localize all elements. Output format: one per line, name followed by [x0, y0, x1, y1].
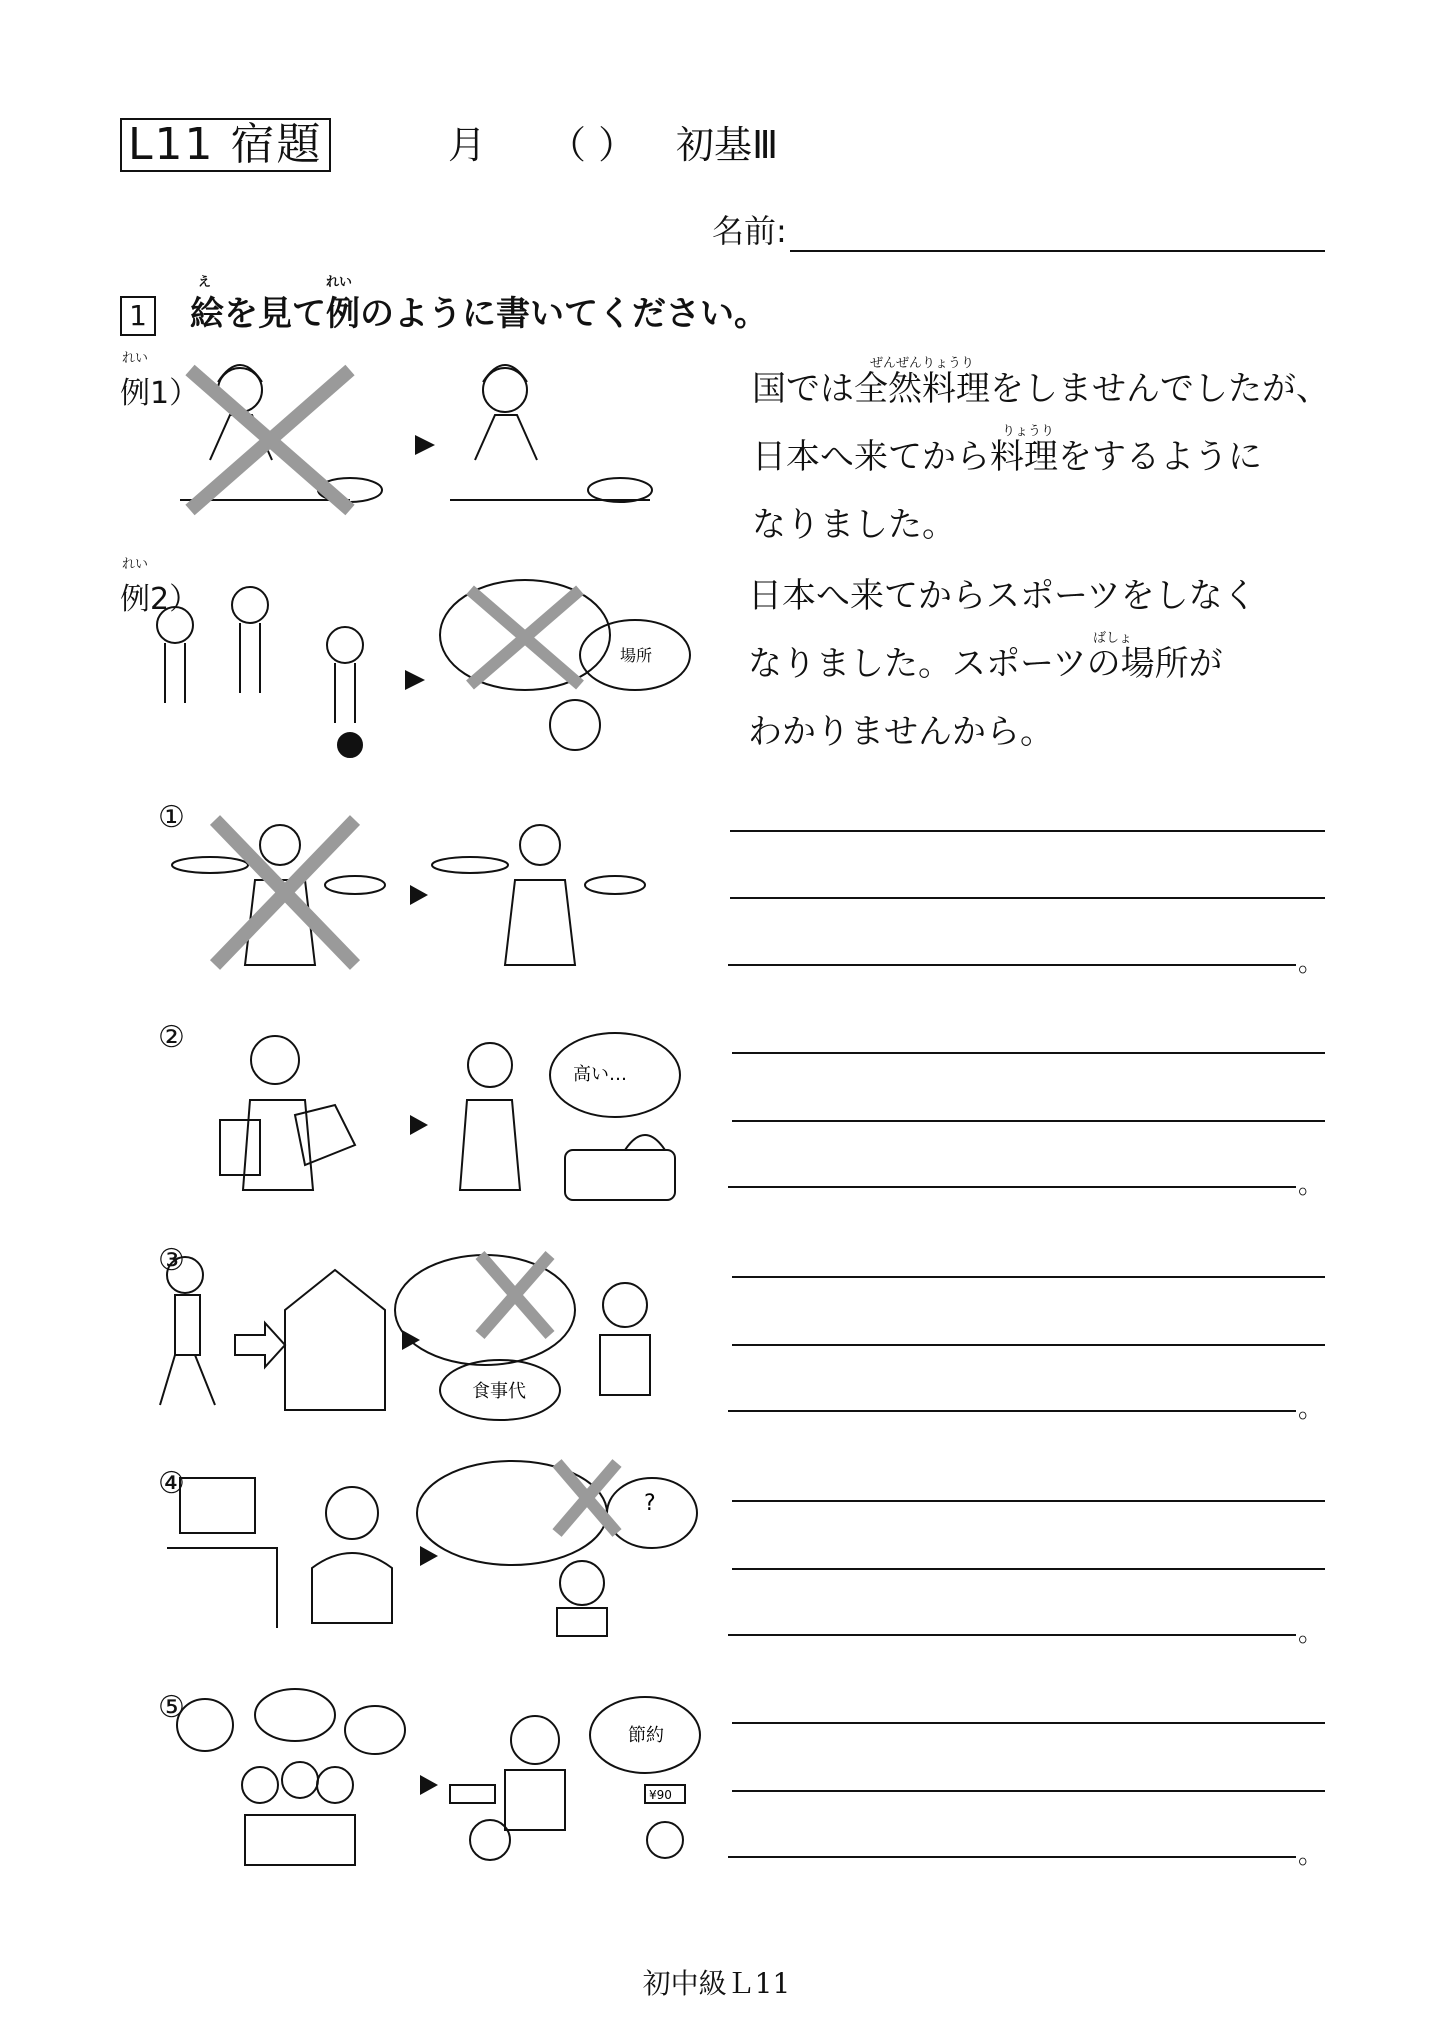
arrow-icon: [405, 670, 425, 690]
item5-price-tag: ¥90: [649, 1788, 672, 1802]
example2-text: [748, 562, 1348, 766]
arrow-icon: [410, 1115, 428, 1135]
item4-answer-line1[interactable]: [732, 1500, 1325, 1502]
example2-cross: [470, 590, 580, 685]
level-label: 初基Ⅲ: [676, 123, 779, 167]
item2-bubble-text: 高い…: [573, 1064, 627, 1085]
item2-answer-line2[interactable]: [732, 1120, 1325, 1122]
item2-period: 。: [1298, 1170, 1325, 1200]
arrow-icon: [410, 885, 428, 905]
item5-period: 。: [1298, 1840, 1325, 1870]
item4-period: 。: [1298, 1618, 1325, 1648]
example1-illustration: [170, 350, 690, 520]
item4-answer-line2[interactable]: [732, 1568, 1325, 1570]
arrow-icon: [420, 1546, 438, 1566]
item4-cross: [557, 1463, 617, 1533]
example1-ruby: れい: [122, 351, 149, 366]
item3-answer-line1[interactable]: [732, 1276, 1325, 1278]
item1-answer-line3[interactable]: [728, 964, 1296, 966]
example1-ruby-zenzen: ぜんぜんりょうり: [870, 356, 975, 371]
arrow-icon: [415, 435, 435, 455]
month-label: 月: [448, 123, 487, 167]
item4-answer-line3[interactable]: [728, 1634, 1296, 1636]
item1-cross: [215, 820, 355, 965]
example1-line2: 日本へ来てから料理をするように: [752, 437, 1262, 477]
item1-answer-line2[interactable]: [730, 897, 1325, 899]
name-input-line[interactable]: [790, 250, 1325, 252]
example2-illustration: [135, 575, 715, 770]
homework-title: L11 宿題: [120, 118, 331, 172]
item3-answer-line3[interactable]: [728, 1410, 1296, 1412]
item3-illustration: [140, 1235, 700, 1430]
example2-line1: 日本へ来てからスポーツをしなく: [748, 576, 1257, 616]
example1-ruby-ryouri: りょうり: [1002, 424, 1055, 439]
item1-illustration: [170, 805, 670, 975]
item2-number: ②: [158, 1020, 185, 1055]
item4-illustration: [162, 1458, 702, 1638]
item5-illustration: [165, 1685, 705, 1875]
item3-period: 。: [1298, 1394, 1325, 1424]
item2-answer-line3[interactable]: [728, 1186, 1296, 1188]
example1-text: [752, 355, 1352, 559]
example1-line1: 国では全然料理をしませんでしたが、: [752, 369, 1330, 409]
item5-bubble-text: 節約: [628, 1725, 664, 1746]
item3-number: ③: [158, 1243, 185, 1278]
page-footer: 初中級Ｌ11: [642, 1967, 791, 2000]
instruction: [190, 275, 768, 336]
example2-ruby-basho: ばしょ: [1093, 631, 1133, 646]
instruction-text: 絵を見て例のように書いてください。: [190, 294, 768, 334]
item5-answer-line2[interactable]: [732, 1790, 1325, 1792]
item3-answer-line2[interactable]: [732, 1344, 1325, 1346]
ruby-rei: れい: [326, 275, 353, 290]
item5-answer-line1[interactable]: [732, 1722, 1325, 1724]
item1-period: 。: [1298, 948, 1325, 978]
example2-line3: わかりませんから。: [748, 712, 1054, 752]
item2-illustration: [205, 1020, 685, 1210]
ruby-e: え: [198, 275, 212, 290]
example1-label: 例1）: [120, 376, 200, 411]
example2-ruby: れい: [122, 557, 149, 572]
example1-cross: [190, 370, 350, 510]
item1-number: ①: [158, 800, 185, 835]
item5-number: ⑤: [158, 1690, 185, 1725]
arrow-icon: [420, 1775, 438, 1795]
example2-label: 例2）: [120, 582, 200, 617]
item2-answer-line1[interactable]: [732, 1052, 1325, 1054]
example1-line3: なりました。: [752, 505, 956, 545]
item3-bubble-text: 食事代: [472, 1381, 526, 1402]
item3-cross: [480, 1255, 550, 1335]
name-label: 名前:: [712, 212, 787, 250]
item4-bubble-text: ?: [644, 1491, 656, 1516]
day-parentheses: （ ）: [548, 123, 637, 167]
item4-number: ④: [158, 1466, 185, 1501]
example2-line2: なりました。スポーツの場所が: [748, 644, 1223, 684]
item1-answer-line1[interactable]: [730, 830, 1325, 832]
item5-answer-line3[interactable]: [728, 1856, 1296, 1858]
question-number: 1: [120, 296, 156, 336]
example2-bubble-text: 場所: [620, 646, 653, 665]
